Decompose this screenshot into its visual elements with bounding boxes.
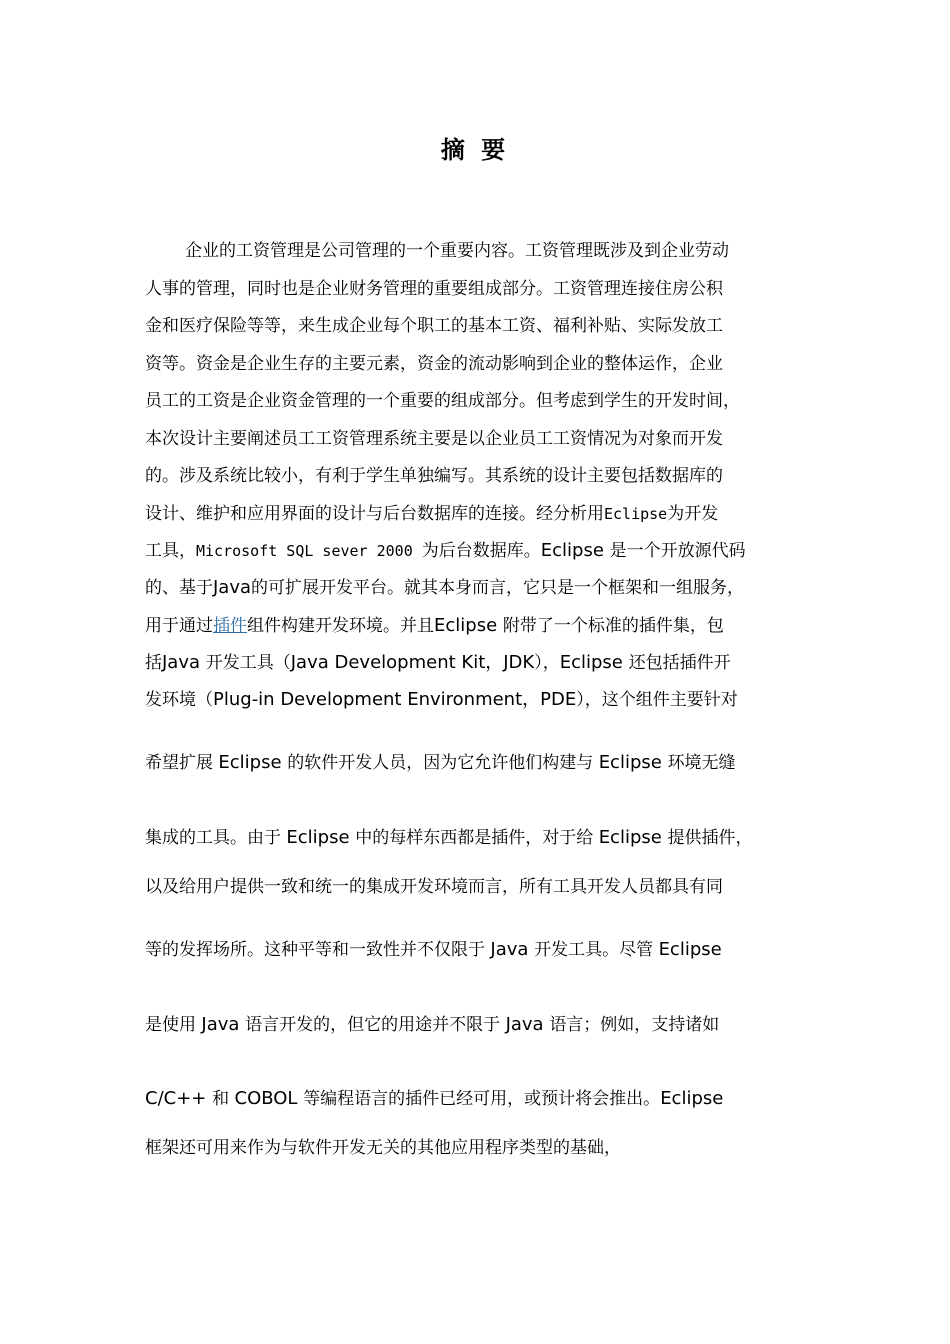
text-line-11: 用于通过插件组件构建开发环境。并且Eclipse 附带了一个标准的插件集，包: [145, 615, 724, 636]
text-line-9: 工具，Microsoft SQL sever 2000 为后台数据库。Eclipse 是一个开放源代码: [145, 540, 746, 561]
text-line-4: 资等。资金是企业生存的主要元素，资金的流动影响到企业的整体运作，企业: [145, 354, 723, 374]
text-line-12: 括Java 开发工具（Java Development Kit，JDK），Eclipse 还包括插件开: [145, 652, 731, 673]
text-line-16: 以及给用户提供一致和统一的集成开发环境而言，所有工具开发人员都具有同: [145, 877, 723, 897]
text-line-13: 发环境（Plug-in Development Environment，PDE），这个组件主要针对: [145, 689, 738, 710]
text-line-18: 是使用 Java 语言开发的，但它的用途并不限于 Java 语言；例如，支持诸如: [145, 1014, 720, 1035]
text-line-5: 员工的工资是企业资金管理的一个重要的组成部分。但考虑到学生的开发时间，: [145, 391, 740, 411]
text-line-10: 的、基于Java的可扩展开发平台。就其本身而言，它只是一个框架和一组服务，: [145, 577, 745, 598]
text-line-7: 的。涉及系统比较小，有利于学生单独编写。其系统的设计主要包括数据库的: [145, 466, 723, 486]
text-line-1: 企业的工资管理是公司管理的一个重要内容。工资管理既涉及到企业劳动: [185, 241, 729, 261]
text-line-19: C/C++ 和 COBOL 等编程语言的插件已经可用，或预计将会推出。Eclipse: [145, 1088, 724, 1109]
text-line-15: 集成的工具。由于 Eclipse 中的每样东西都是插件，对于给 Eclipse 提供插件，: [145, 827, 753, 848]
text-line-6: 本次设计主要阐述员工工资管理系统主要是以企业员工工资情况为对象而开发: [145, 429, 723, 449]
text-line-8: 设计、维护和应用界面的设计与后台数据库的连接。经分析用Eclipse为开发: [145, 504, 719, 524]
text-line-2: 人事的管理，同时也是企业财务管理的重要组成部分。工资管理连接住房公积: [145, 279, 723, 299]
plugin-link[interactable]: 插件: [213, 616, 247, 636]
text-line-3: 金和医疗保险等等，来生成企业每个职工的基本工资、福利补贴、实际发放工: [145, 316, 723, 336]
text-line-17: 等的发挥场所。这种平等和一致性并不仅限于 Java 开发工具。尽管 Eclipse: [145, 939, 722, 960]
text-line-20: 框架还可用来作为与软件开发无关的其他应用程序类型的基础，: [145, 1138, 621, 1158]
text-line-14: 希望扩展 Eclipse 的软件开发人员，因为它允许他们构建与 Eclipse 环境无缝: [145, 752, 736, 773]
abstract-title: 摘 要: [440, 135, 510, 164]
